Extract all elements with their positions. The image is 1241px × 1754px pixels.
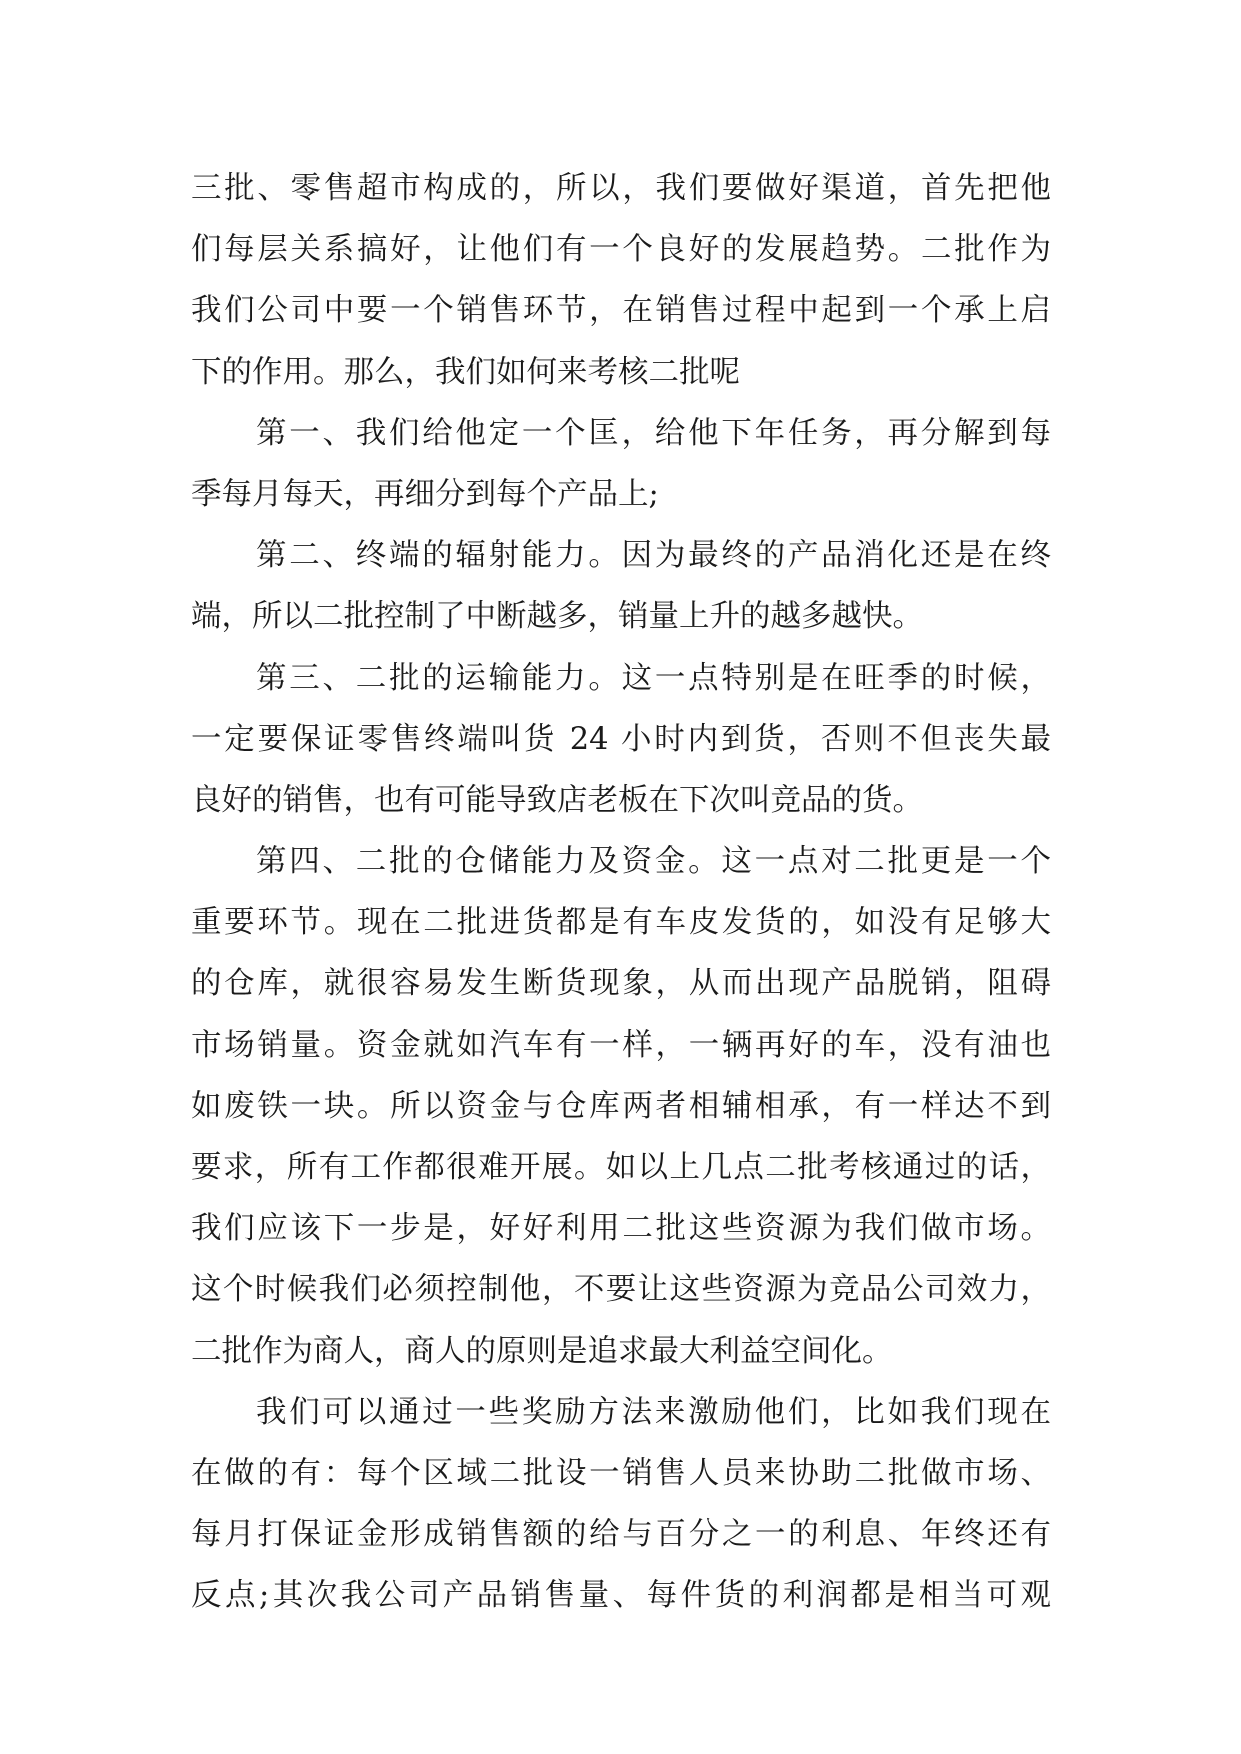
text-line: 在做的有：每个区域二批设一销售人员来协助二批做市场、 (191, 1455, 1051, 1491)
text-line: 第一、我们给他定一个匡，给他下年任务，再分解到每 (256, 415, 1051, 451)
text-line: 每月打保证金形成销售额的给与百分之一的利息、年终还有 (191, 1517, 1051, 1553)
text-line: 下的作用。那么，我们如何来考核二批呢 (191, 354, 740, 390)
text-line: 我们公司中要一个销售环节，在销售过程中起到一个承上启 (191, 293, 1051, 329)
text-line: 重要环节。现在二批进货都是有车皮发货的，如没有足够大 (191, 905, 1051, 941)
text-line: 季每月每天，再细分到每个产品上; (191, 476, 659, 512)
text-line: 市场销量。资金就如汽车有一样，一辆再好的车，没有油也 (191, 1027, 1051, 1063)
text-line: 如废铁一块。所以资金与仓库两者相辅相承，有一样达不到 (191, 1088, 1051, 1124)
text-line: 二批作为商人，商人的原则是追求最大利益空间化。 (191, 1333, 893, 1369)
text-line: 第二、终端的辐射能力。因为最终的产品消化还是在终 (256, 538, 1051, 574)
text-line: 反点;其次我公司产品销售量、每件货的利润都是相当可观 (191, 1578, 1051, 1614)
text-line: 们每层关系搞好，让他们有一个良好的发展趋势。二批作为 (191, 232, 1051, 268)
text-line: 第四、二批的仓储能力及资金。这一点对二批更是一个 (256, 844, 1051, 880)
text-line: 的仓库，就很容易发生断货现象，从而出现产品脱销，阻碍 (191, 966, 1051, 1002)
text-line: 一定要保证零售终端叫货 24 小时内到货，否则不但丧失最 (191, 721, 1051, 757)
text-line: 我们应该下一步是，好好利用二批这些资源为我们做市场。 (191, 1211, 1051, 1247)
text-line: 这个时候我们必须控制他，不要让这些资源为竞品公司效力， (191, 1272, 1051, 1308)
text-line: 端，所以二批控制了中断越多，销量上升的越多越快。 (191, 599, 923, 635)
text-line: 第三、二批的运输能力。这一点特别是在旺季的时候， (256, 660, 1051, 696)
body-text (191, 158, 1051, 1627)
text-line: 三批、零售超市构成的，所以，我们要做好渠道，首先把他 (191, 171, 1051, 206)
text-line: 良好的销售，也有可能导致店老板在下次叫竞品的货。 (191, 782, 923, 818)
text-line: 要求，所有工作都很难开展。如以上几点二批考核通过的话， (191, 1150, 1051, 1185)
text-line: 我们可以通过一些奖励方法来激励他们，比如我们现在 (256, 1394, 1051, 1430)
